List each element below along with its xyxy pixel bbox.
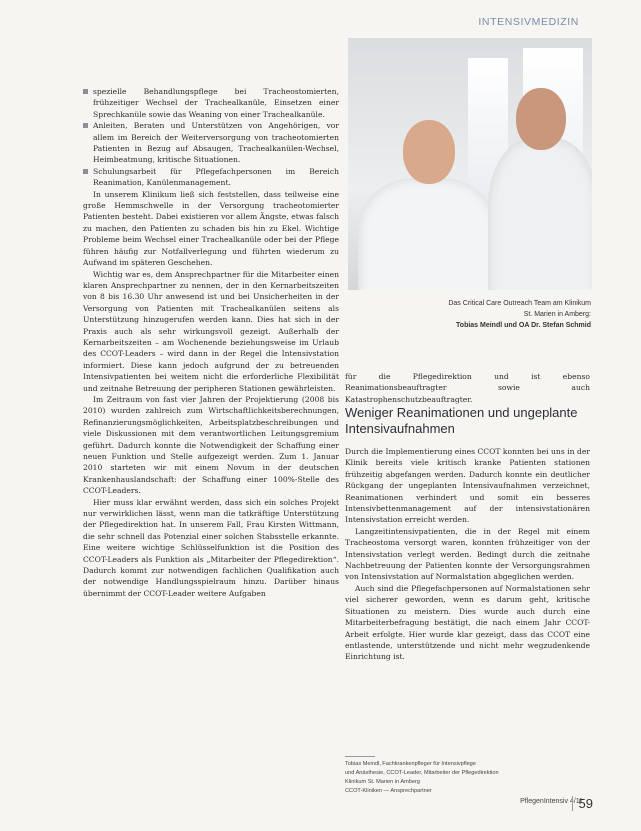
photo-caption: Das Critical Care Outreach Team am Klinikum St. Marien in Amberg: Tobias Meindl und OA Dr. Stefan Schmid: [448, 300, 591, 329]
person-left-head: [403, 120, 455, 184]
author-footnote: Tobias Meindl, Fachkrankenpfleger für Intensivpflege und Anästhesie, CCOT-Leader, Mitarbeiter der Pflegedirektion Klinikum St. Marien in Amberg CCOT-Kliniken — Ansprechpartner: [345, 756, 590, 796]
bullet-square-icon: [83, 89, 88, 94]
team-photo: [348, 38, 592, 290]
body-paragraph: Wichtig war es, dem Ansprechpartner für die Mitarbeiter einen klaren Ansprechpartner zu nennen, der in den Kernarbeitszeiten von 8 bis 16.30 Uhr anwesend ist und bei Unsicherheiten in der Versorgung von Patienten mit Trachealkanülen seitens als Unterstützung hinzugerufen werden kann. Dies hat sich in der Praxis auch als sehr wirkungsvoll gezeigt. Außerhalb der Kernarbeitszeiten – am Wochenende beziehungsweise im Urlaub des CCOT-Leaders – wird dann in der Regel die Intensivstation informiert. Diese kann jedoch aufgrund der zu betreuenden Intensivpatienten bei weitem nicht die erforderliche Flexibilität und zeitnahe Betreuung der peripheren Stationen gewährleisten.: [83, 269, 339, 393]
body-paragraph: Langzeitintensivpatienten, die in der Regel mit einem Tracheostoma versorgt waren, konnten frühzeitiger von der Intensivstation verlegt werden. Bedingt durch die zeitnahe Nachbetreuung der Patienten konnte der Versorgungsrahmen von Intensivstation auf Normalstation abgeglichen werden.: [345, 526, 590, 582]
body-paragraph: Hier muss klar erwähnt werden, dass sich ein solches Projekt nur verwirklichen lässt, wenn man die tatkräftige Unterstützung der Pflegedirektion hat. In unserem Fall, Frau Kirsten Wittmann, die sehr schnell das Potenzial einer solchen Stabsstelle erkannte. Eine weitere wichtige Schlüsselfunktion ist die Position des CCOT-Leaders als Funktion als „Mitarbeiter der Pflegedirektion“. Dadurch kommt zur notwendigen fachlichen Qualifikation auch der notwendige Handlungsspielraum hinzu. Darüber hinaus übernimmt der CCOT-Leader weitere Aufgaben: [83, 497, 339, 598]
person-right-coat: [488, 138, 592, 290]
bullet-square-icon: [83, 169, 88, 174]
body-paragraph: für die Pflegedirektion und ist ebenso Reanimationsbeauftragter sowie auch Katastrophenschutzbeauftragter.: [345, 372, 590, 404]
bullet-item: spezielle Behandlungspflege bei Tracheostomierten, frühzeitiger Wechsel der Trachealkanüle, Einsetzen einer Sprechkanüle sowie das Weaning von einer Trachealkanüle.: [83, 86, 339, 120]
right-column: [345, 446, 590, 663]
bullet-item: Schulungsarbeit für Pflegefachpersonen im Bereich Reanimation, Kanülenmanagement.: [83, 166, 339, 189]
body-paragraph: Auch sind die Pflegefachpersonen auf Normalstationen sehr viel sicherer geworden, wenn es darum geht, kritische Situationen zu meistern. Dies wurde auch durch eine Mitarbeiterbefragung bestätigt, die nach einem Jahr CCOT-Arbeit erfolgte. Hier wurde klar gezeigt, dass das CCOT eine entlastende, unterstützende und nicht mehr wegzudenkende Einrichtung ist.: [345, 583, 590, 662]
subheading: Weniger Reanimationen und ungeplante Intensivaufnahmen: [345, 405, 578, 436]
right-column-intro: [345, 371, 590, 405]
left-column: [83, 86, 339, 599]
page-number: 59: [572, 796, 593, 811]
body-paragraph: In unserem Klinikum ließ sich feststellen, dass teilweise eine große Hemmschwelle in der Versorgung tracheotomierter Patienten besteht. Dabei existieren vor allem Ängste, etwas falsch zu machen, den Patienten zu schaden bis hin zu Ekel. Wichtige Probleme beim Wechsel einer Trachealkanüle oder bei der Pflege führen häufig zur Notfallverlegung und führten wiederum zu Aufwand im späteren Geschehen.: [83, 189, 339, 268]
body-paragraph: Im Zeitraum von fast vier Jahren der Projektierung (2008 bis 2010) wurden zahlreich zum Wirtschaftlichkeitsberechnungen, Refinanzierungsmöglichkeiten, Arbeitsplatzbeschreibungen und viele Diskussionen mit dem verantwortlichen Leitungsgremium geführt. Dadurch konnte die Notwendigkeit der Schaffung einer neuen Funktion und Stelle aufgezeigt werden. Zum 1. Januar 2010 starteten wir mit einem Novum in der deutschen Krankenhauslandschaft: der Schaffung einer 100%-Stelle des CCOT-Leaders.: [83, 394, 339, 496]
bullet-square-icon: [83, 123, 88, 128]
section-tag: INTENSIVMEDIZIN: [478, 16, 579, 28]
body-paragraph: Durch die Implementierung eines CCOT konnten bei uns in der Klinik bereits viele kritisch kranke Patienten stationen frühzeitig abgefangen werden. Dadurch konnte ein deutlicher Rückgang der ungeplanten Intensivaufnahmen verzeichnet, Reanimationen verhindert und somit ein besseres Intensivbettenmanagement auf der intensivstationären Intensivstation erreicht werden.: [345, 447, 590, 525]
footnote-rule: [345, 756, 375, 757]
journal-footer: PflegenIntensiv 4/11: [520, 798, 583, 805]
bullet-list: [83, 86, 339, 189]
person-left-coat: [358, 178, 498, 290]
person-right-head: [516, 88, 566, 150]
bullet-item: Anleiten, Beraten und Unterstützen von Angehörigen, vor allem im Bereich der Weiterversorgung von tracheotomierten Patienten in Bezug auf Absaugen, Trachealkanülen-Wechsel, Heimbeatmung, kritische Situationen.: [83, 120, 339, 166]
